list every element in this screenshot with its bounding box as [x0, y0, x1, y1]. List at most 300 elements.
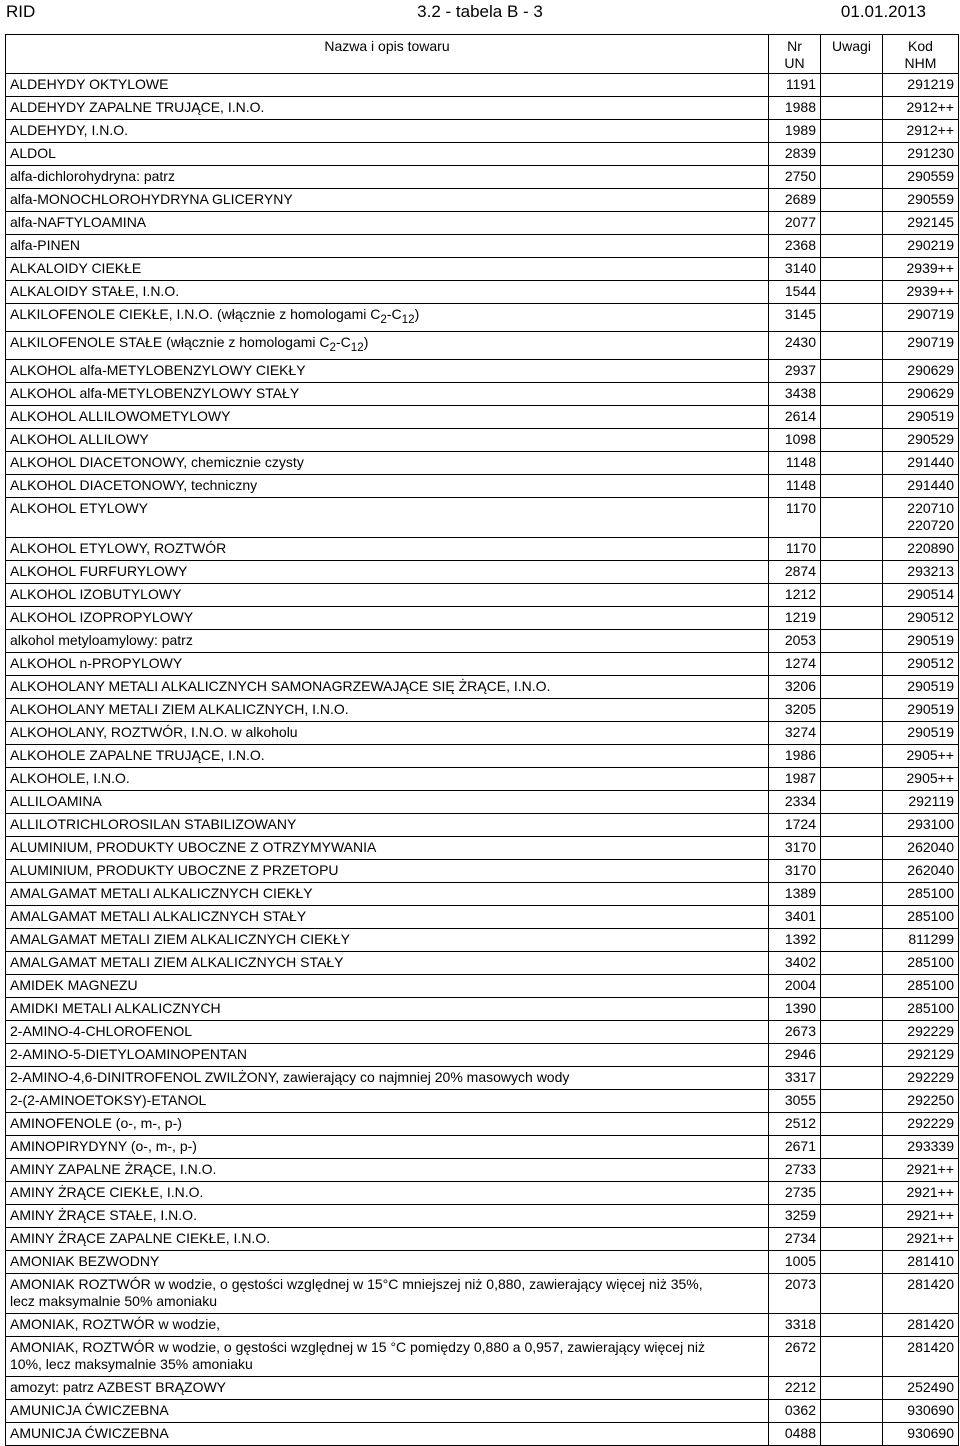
cell-name [6, 258, 769, 281]
table-row [6, 382, 959, 405]
cell-name [6, 74, 769, 97]
cell-nhm-code [883, 652, 959, 675]
name-text: ALKOHOL DIACETONOWY, techniczny [10, 476, 258, 493]
cell-un-number: 2671 [769, 1135, 821, 1158]
table-row [6, 1089, 959, 1112]
cell-un-number: 2750 [769, 166, 821, 189]
header-date: 01.01.2013 [840, 2, 926, 21]
table-row [6, 1422, 959, 1445]
nhm-code: 285100 [907, 999, 954, 1016]
cell-nhm-code [883, 744, 959, 767]
name-text: ) [414, 306, 420, 322]
nhm-code: 290529 [907, 430, 954, 447]
cell-un-number: 1390 [769, 997, 821, 1020]
cell-uwagi [821, 1399, 883, 1422]
nhm-code: 293213 [907, 562, 954, 579]
cell-un-number: 3145 [769, 304, 821, 332]
cell-un-number: 2689 [769, 189, 821, 212]
name-text: 2-AMINO-4,6-DINITROFENOL ZWILŻONY, zawierający co najmniej 20% masowych wody [10, 1068, 570, 1085]
cell-uwagi [821, 331, 883, 359]
cell-uwagi [821, 1181, 883, 1204]
cell-name [6, 1066, 769, 1089]
cell-nhm-code [883, 767, 959, 790]
nhm-code: 290519 [907, 700, 954, 717]
cell-nhm-code [883, 1422, 959, 1445]
cell-name [6, 974, 769, 997]
cell-un-number: 2053 [769, 629, 821, 652]
nhm-code: 290559 [907, 191, 954, 207]
table-row [6, 120, 959, 143]
cell-name [6, 951, 769, 974]
cell-name [6, 1181, 769, 1204]
cell-name [6, 497, 769, 537]
cell-nhm-code [883, 166, 959, 189]
cell-uwagi [821, 997, 883, 1020]
cell-nhm-code [883, 304, 959, 332]
cell-name [6, 997, 769, 1020]
name-text: ALKILOFENOLE STAŁE (włącznie z homologami C [10, 333, 330, 350]
cell-un-number: 3170 [769, 836, 821, 859]
cell-name [6, 189, 769, 212]
cell-uwagi [821, 451, 883, 474]
cell-un-number: 2735 [769, 1181, 821, 1204]
name-text: AMINOPIRYDYNY (o-, m-, p-) [10, 1137, 197, 1154]
cell-uwagi [821, 951, 883, 974]
subscript: 12 [350, 340, 364, 354]
cell-un-number: 2212 [769, 1376, 821, 1399]
cell-name [6, 1376, 769, 1399]
nhm-code: 291440 [907, 453, 954, 470]
cell-un-number: 1987 [769, 767, 821, 790]
cell-uwagi [821, 652, 883, 675]
table-row [6, 744, 959, 767]
cell-un-number: 1988 [769, 97, 821, 120]
cell-name [6, 560, 769, 583]
name-text: alfa-MONOCHLOROHYDRYNA GLICERYNY [10, 191, 293, 207]
nhm-code: 281410 [907, 1252, 954, 1269]
cell-un-number: 1005 [769, 1250, 821, 1273]
cell-name [6, 1112, 769, 1135]
table-row [6, 143, 959, 166]
cell-name [6, 629, 769, 652]
nhm-code: 290519 [907, 723, 954, 740]
cell-nhm-code [883, 928, 959, 951]
name-text: AMONIAK ROZTWÓR w wodzie, o gęstości względnej w 15°C mniejszej niż 0,880, zawierający więcej niż 35%, [10, 1275, 703, 1292]
cell-un-number: 3438 [769, 382, 821, 405]
cell-name [6, 652, 769, 675]
nhm-code: 220710 [907, 499, 954, 516]
nhm-code: 292119 [908, 792, 954, 809]
table-row [6, 652, 959, 675]
cell-uwagi [821, 359, 883, 382]
name-text: AMINY ŻRĄCE CIEKŁE, I.N.O. [10, 1183, 204, 1200]
cell-uwagi [821, 304, 883, 332]
table-row [6, 212, 959, 235]
cell-uwagi [821, 1135, 883, 1158]
cell-un-number: 3140 [769, 258, 821, 281]
cell-nhm-code [883, 428, 959, 451]
table-row [6, 606, 959, 629]
cell-un-number: 1170 [769, 497, 821, 537]
name-text-line2: lecz maksymalnie 50% amoniaku [10, 1292, 217, 1309]
nhm-code: 292129 [907, 1045, 954, 1062]
name-text: ALKOHOL DIACETONOWY, chemicznie czysty [10, 453, 304, 470]
nhm-code: 285100 [907, 884, 954, 901]
nhm-code: 291230 [907, 145, 954, 161]
cell-un-number: 2874 [769, 560, 821, 583]
cell-nhm-code [883, 1066, 959, 1089]
nhm-code: 2905++ [906, 769, 954, 786]
table-row [6, 281, 959, 304]
cell-uwagi [821, 1273, 883, 1313]
name-text: ALLILOAMINA [10, 792, 102, 809]
cell-uwagi [821, 790, 883, 813]
cell-nhm-code [883, 1112, 959, 1135]
name-text: alkohol metyloamylowy: patrz [10, 631, 193, 648]
cell-uwagi [821, 120, 883, 143]
nhm-code: 290629 [907, 361, 954, 378]
table-row [6, 304, 959, 332]
cell-nhm-code [883, 1250, 959, 1273]
page-header [0, 0, 960, 24]
cell-nhm-code [883, 497, 959, 537]
cell-uwagi [821, 428, 883, 451]
cell-uwagi [821, 537, 883, 560]
cell-name [6, 744, 769, 767]
cell-name [6, 212, 769, 235]
cell-un-number: 2839 [769, 143, 821, 166]
subscript: 12 [401, 312, 415, 326]
cell-name [6, 928, 769, 951]
name-text: ALKALOIDY STAŁE, I.N.O. [10, 283, 180, 299]
cell-uwagi [821, 1250, 883, 1273]
nhm-code: 290719 [907, 333, 954, 350]
name-text: ALKOHOL alfa-METYLOBENZYLOWY STAŁY [10, 384, 300, 401]
nhm-code: 281420 [907, 1315, 954, 1332]
name-text: AMUNICJA ĆWICZEBNA [10, 1424, 169, 1441]
cell-nhm-code [883, 1313, 959, 1336]
cell-uwagi [821, 744, 883, 767]
name-text: AMONIAK, ROZTWÓR w wodzie, [10, 1315, 221, 1332]
cell-un-number: 1274 [769, 652, 821, 675]
cell-un-number: 2937 [769, 359, 821, 382]
cell-nhm-code [883, 143, 959, 166]
cell-uwagi [821, 1376, 883, 1399]
cell-name [6, 882, 769, 905]
cell-nhm-code [883, 1376, 959, 1399]
name-text: ALUMINIUM, PRODUKTY UBOCZNE Z OTRZYMYWANIA [10, 838, 377, 855]
col-header-uwagi: Uwagi [821, 35, 883, 74]
nhm-code: 220890 [907, 539, 954, 556]
cell-un-number: 3170 [769, 859, 821, 882]
cell-nhm-code [883, 382, 959, 405]
nhm-code: 281420 [907, 1338, 954, 1355]
cell-nhm-code [883, 235, 959, 258]
cell-name [6, 537, 769, 560]
nhm-code: 291219 [907, 76, 954, 92]
cell-name [6, 1204, 769, 1227]
table-row [6, 1273, 959, 1313]
cell-uwagi [821, 675, 883, 698]
nhm-code: 2905++ [906, 746, 954, 763]
name-text: ALKILOFENOLE CIEKŁE, I.N.O. (włącznie z homologami C [10, 306, 381, 322]
table-row [6, 974, 959, 997]
cell-name [6, 1089, 769, 1112]
cell-name [6, 859, 769, 882]
cell-nhm-code [883, 698, 959, 721]
cell-un-number: 0362 [769, 1399, 821, 1422]
name-text: AMALGAMAT METALI ZIEM ALKALICZNYCH STAŁY [10, 953, 344, 970]
table-row [6, 698, 959, 721]
nhm-code: 290519 [907, 677, 954, 694]
cell-un-number: 2073 [769, 1273, 821, 1313]
table-row [6, 813, 959, 836]
cell-nhm-code [883, 882, 959, 905]
cell-name [6, 1043, 769, 1066]
cell-nhm-code [883, 629, 959, 652]
cell-un-number: 1989 [769, 120, 821, 143]
cell-un-number: 2077 [769, 212, 821, 235]
nhm-code: 285100 [907, 953, 954, 970]
cell-name [6, 405, 769, 428]
nhm-code: 290512 [907, 608, 954, 625]
table-row [6, 1066, 959, 1089]
subscript: 2 [329, 340, 337, 354]
cell-uwagi [821, 189, 883, 212]
cell-nhm-code [883, 537, 959, 560]
cell-name [6, 1250, 769, 1273]
cell-uwagi [821, 474, 883, 497]
cell-uwagi [821, 497, 883, 537]
table-header-row [6, 35, 959, 74]
cell-name [6, 143, 769, 166]
nhm-code: 292229 [907, 1022, 954, 1039]
cell-name [6, 359, 769, 382]
cell-nhm-code [883, 1273, 959, 1313]
cell-nhm-code [883, 359, 959, 382]
name-text: AMINY ŻRĄCE ZAPALNE CIEKŁE, I.N.O. [10, 1229, 271, 1246]
cell-un-number: 1219 [769, 606, 821, 629]
name-text: alfa-dichlorohydryna: patrz [10, 168, 175, 184]
cell-name [6, 474, 769, 497]
subscript: 2 [380, 312, 387, 326]
cell-nhm-code [883, 258, 959, 281]
cell-name [6, 767, 769, 790]
name-text: ALKOHOLE, I.N.O. [10, 769, 130, 786]
name-text-line2: 10%, lecz maksymalnie 35% amoniaku [10, 1355, 253, 1372]
cell-uwagi [821, 166, 883, 189]
nhm-code: 2939++ [906, 283, 954, 299]
cell-name [6, 836, 769, 859]
cell-name [6, 428, 769, 451]
cell-uwagi [821, 97, 883, 120]
cell-nhm-code [883, 1227, 959, 1250]
nhm-code: 811299 [908, 930, 954, 947]
table-row [6, 721, 959, 744]
table-row [6, 629, 959, 652]
cell-nhm-code [883, 212, 959, 235]
cell-un-number: 3317 [769, 1066, 821, 1089]
name-text: ALKOHOLE ZAPALNE TRUJĄCE, I.N.O. [10, 746, 265, 763]
cell-uwagi [821, 1066, 883, 1089]
col-header-name: Nazwa i opis towaru [6, 35, 769, 74]
name-text: 2-(2-AMINOETOKSY)-ETANOL [10, 1091, 207, 1108]
name-text: AMIDKI METALI ALKALICZNYCH [10, 999, 221, 1016]
name-text: alfa-PINEN [10, 237, 81, 253]
cell-uwagi [821, 859, 883, 882]
cell-un-number: 2673 [769, 1020, 821, 1043]
table-row [6, 675, 959, 698]
cell-nhm-code [883, 859, 959, 882]
cell-name [6, 1135, 769, 1158]
cell-un-number: 2946 [769, 1043, 821, 1066]
table-row [6, 790, 959, 813]
name-text: AMUNICJA ĆWICZEBNA [10, 1401, 169, 1418]
nhm-code: 2912++ [906, 122, 954, 138]
table-row [6, 258, 959, 281]
name-text: AMALGAMAT METALI ALKALICZNYCH CIEKŁY [10, 884, 313, 901]
nhm-code: 252490 [907, 1378, 954, 1395]
nhm-code: 262040 [907, 861, 954, 878]
table-row [6, 1112, 959, 1135]
table-row [6, 836, 959, 859]
cell-uwagi [821, 836, 883, 859]
cell-nhm-code [883, 675, 959, 698]
cell-nhm-code [883, 405, 959, 428]
cell-uwagi [821, 974, 883, 997]
cell-uwagi [821, 1043, 883, 1066]
table-row [6, 997, 959, 1020]
cell-un-number: 2334 [769, 790, 821, 813]
cell-nhm-code [883, 1043, 959, 1066]
name-text: AMONIAK, ROZTWÓR w wodzie, o gęstości względnej w 15 °C pomiędzy 0,880 a 0,957, zawierający więcej niż [10, 1338, 705, 1355]
cell-nhm-code [883, 1020, 959, 1043]
cell-nhm-code [883, 451, 959, 474]
cell-nhm-code [883, 790, 959, 813]
cell-name [6, 1158, 769, 1181]
nhm-code: 290219 [907, 237, 954, 253]
cell-uwagi [821, 281, 883, 304]
name-text: ALLILOTRICHLOROSILAN STABILIZOWANY [10, 815, 297, 832]
cell-un-number: 1544 [769, 281, 821, 304]
cell-uwagi [821, 882, 883, 905]
nhm-code: 293100 [907, 815, 954, 832]
cell-name [6, 790, 769, 813]
name-text: 2-AMINO-4-CHLOROFENOL [10, 1022, 193, 1039]
cell-uwagi [821, 235, 883, 258]
table-row [6, 451, 959, 474]
cell-un-number: 1724 [769, 813, 821, 836]
table-row [6, 1227, 959, 1250]
name-text: amozyt: patrz AZBEST BRĄZOWY [10, 1378, 227, 1395]
name-text: ALKOHOLANY METALI ZIEM ALKALICZNYCH, I.N.O. [10, 700, 349, 717]
cell-uwagi [821, 629, 883, 652]
cell-uwagi [821, 1020, 883, 1043]
cell-un-number: 2614 [769, 405, 821, 428]
cell-uwagi [821, 1313, 883, 1336]
cell-nhm-code [883, 331, 959, 359]
cell-name [6, 813, 769, 836]
cell-name [6, 606, 769, 629]
table-row [6, 189, 959, 212]
nhm-code: 290629 [907, 384, 954, 401]
cell-name [6, 1313, 769, 1336]
col-header-nr [769, 35, 821, 74]
cell-uwagi [821, 143, 883, 166]
cell-name [6, 1422, 769, 1445]
nhm-code: 262040 [907, 838, 954, 855]
cell-name [6, 1336, 769, 1376]
table-row [6, 497, 959, 537]
name-text: -C [386, 306, 402, 322]
nhm-code: 2912++ [906, 99, 954, 115]
cell-un-number: 3274 [769, 721, 821, 744]
cell-uwagi [821, 1336, 883, 1376]
cell-name [6, 97, 769, 120]
table-row [6, 1181, 959, 1204]
cell-nhm-code [883, 74, 959, 97]
col-header-nr-line1: Nr [787, 38, 802, 54]
cell-name [6, 304, 769, 332]
table-row [6, 97, 959, 120]
name-text: ) [363, 333, 369, 350]
cell-uwagi [821, 560, 883, 583]
nhm-code: 930690 [907, 1401, 954, 1418]
cell-nhm-code [883, 997, 959, 1020]
name-text: ALKOHOL ETYLOWY, ROZTWÓR [10, 539, 227, 556]
nhm-code: 292229 [907, 1068, 954, 1085]
nhm-code: 2921++ [906, 1183, 954, 1200]
name-text: alfa-NAFTYLOAMINA [10, 214, 147, 230]
name-text: ALKOHOLANY METALI ALKALICZNYCH SAMONAGRZEWAJĄCE SIĘ ŻRĄCE, I.N.O. [10, 677, 551, 694]
cell-uwagi [821, 1227, 883, 1250]
cell-name [6, 451, 769, 474]
name-text: ALKOHOL IZOPROPYLOWY [10, 608, 194, 625]
cell-un-number: 3318 [769, 1313, 821, 1336]
cell-name [6, 1273, 769, 1313]
goods-table [5, 34, 959, 1446]
cell-uwagi [821, 905, 883, 928]
cell-name [6, 1399, 769, 1422]
cell-nhm-code [883, 974, 959, 997]
nhm-code: 220720 [907, 516, 954, 533]
cell-nhm-code [883, 97, 959, 120]
nhm-code: 285100 [907, 907, 954, 924]
cell-name [6, 382, 769, 405]
cell-name [6, 675, 769, 698]
table-row [6, 1204, 959, 1227]
nhm-code: 290514 [907, 585, 954, 602]
cell-nhm-code [883, 1135, 959, 1158]
table-row [6, 235, 959, 258]
name-text: ALKOHOL n-PROPYLOWY [10, 654, 183, 671]
table-row [6, 560, 959, 583]
cell-nhm-code [883, 1204, 959, 1227]
cell-un-number: 1191 [769, 74, 821, 97]
cell-nhm-code [883, 1399, 959, 1422]
nhm-code: 292229 [907, 1114, 954, 1131]
cell-uwagi [821, 1204, 883, 1227]
cell-nhm-code [883, 836, 959, 859]
name-text: ALDOL [10, 145, 56, 161]
nhm-code: 293339 [907, 1137, 954, 1154]
cell-name [6, 235, 769, 258]
cell-uwagi [821, 721, 883, 744]
cell-un-number: 3205 [769, 698, 821, 721]
table-row [6, 1043, 959, 1066]
col-header-kod-line1: Kod [908, 38, 933, 54]
table-row [6, 1250, 959, 1273]
